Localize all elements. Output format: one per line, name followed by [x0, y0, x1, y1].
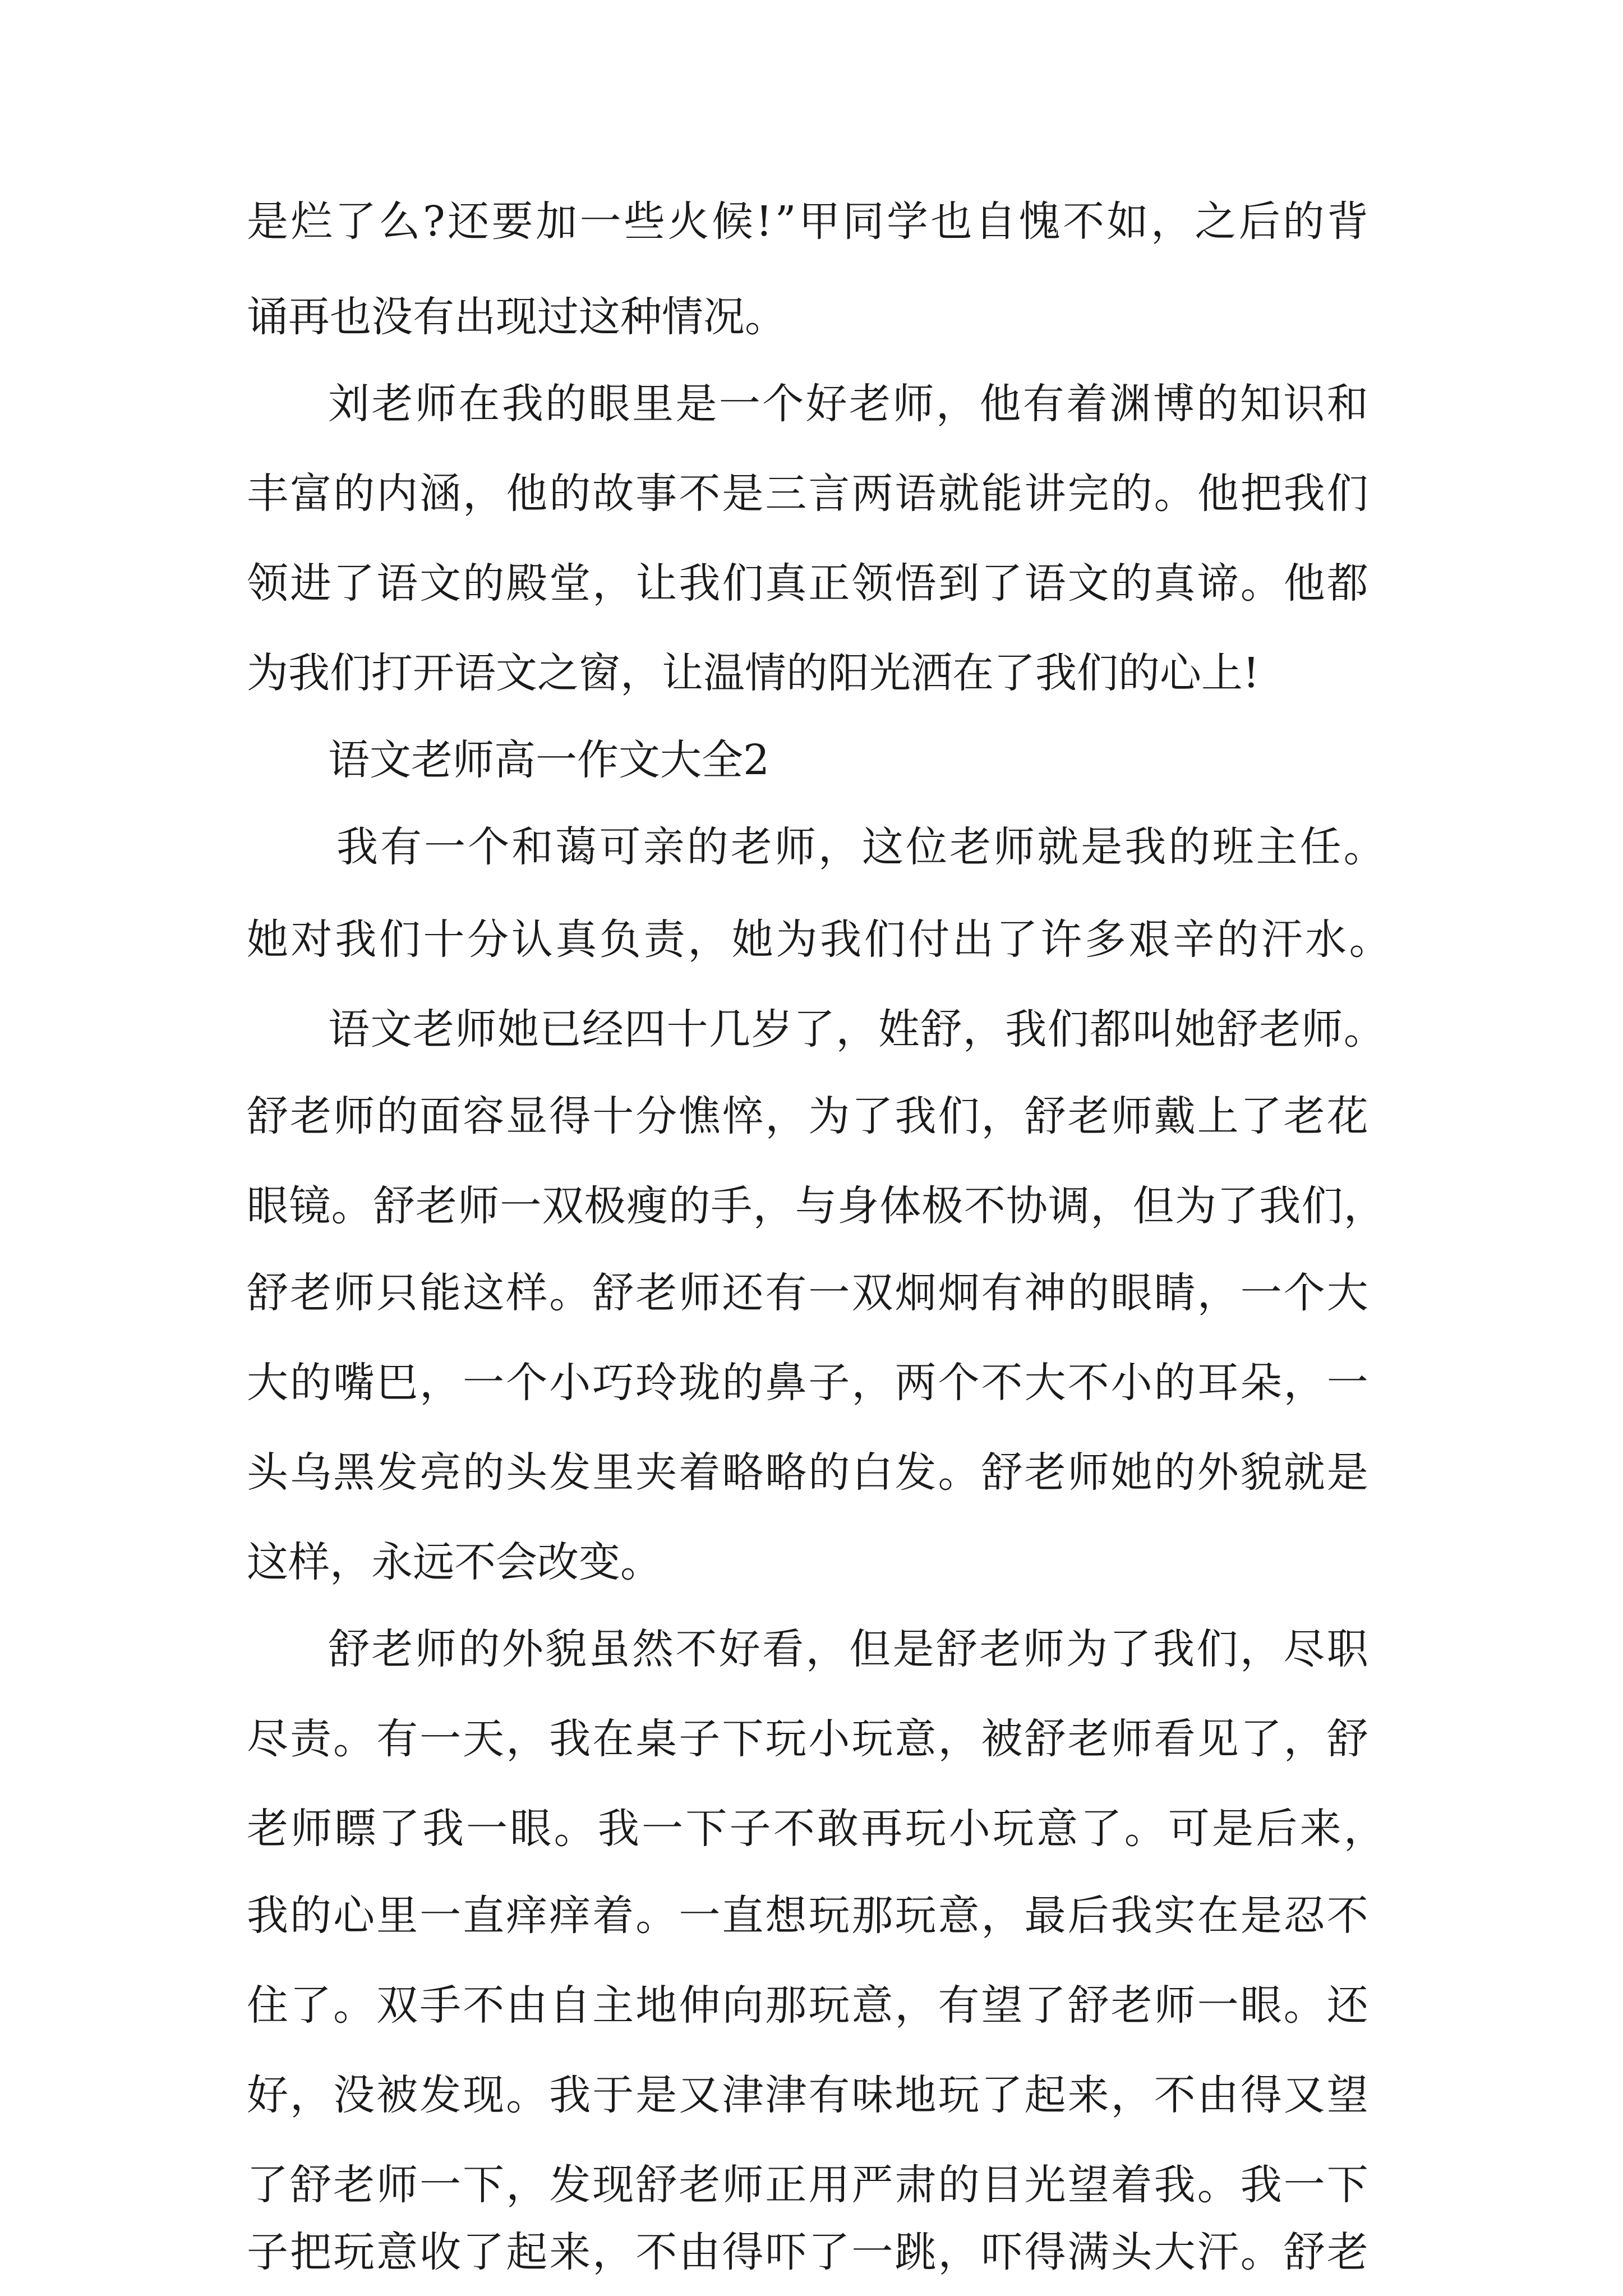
paragraph-line: 舒 老 师 的 外 貌 虽 然 不 好 看 ， 但 是 舒 老 师 为 了 我 们 ， 尽 职 — [328, 1625, 1368, 1673]
paragraph-line: 语 文 老 师 她 已 经 四 十 几 岁 了 ， 姓 舒 ， 我 们 都 叫 她 舒 老 师 。 — [328, 1005, 1385, 1053]
paragraph-line: 领 进 了 语 文 的 殿 堂 ， 让 我 们 真 正 领 悟 到 了 语 文 的 真 谛 。 他 都 — [247, 559, 1368, 608]
paragraph-line: 为我们打开语文之窗，让温情的阳光洒在了我们的心上! — [247, 649, 1260, 697]
paragraph-line: 大 的 嘴 巴 ， 一 个 小 巧 玲 珑 的 鼻 子 ， 两 个 不 大 不 小 的 耳 朵 ， 一 — [247, 1359, 1368, 1407]
section-heading: 语文老师高一作文大全2 — [328, 736, 770, 784]
paragraph-line: 头 乌 黑 发 亮 的 头 发 里 夹 着 略 略 的 白 发 。 舒 老 师 她 的 外 貌 就 是 — [247, 1448, 1368, 1497]
paragraph-line: 舒 老 师 的 面 容 显 得 十 分 憔 悴 ， 为 了 我 们 ， 舒 老 师 戴 上 了 老 花 — [247, 1092, 1368, 1140]
paragraph-line: 舒 老 师 只 能 这 样 。 舒 老 师 还 有 一 双 炯 炯 有 神 的 眼 睛 ， 一 个 大 — [247, 1269, 1368, 1317]
paragraph-line: 这样，永远不会改变。 — [247, 1538, 662, 1586]
paragraph-line: 住 了 。 双 手 不 由 自 主 地 伸 向 那 玩 意 ， 有 望 了 舒 老 师 一 眼 。 还 — [247, 1981, 1368, 2030]
paragraph-line: 好 ， 没 被 发 现 。 我 于 是 又 津 津 有 味 地 玩 了 起 来 ， 不 由 得 又 望 — [247, 2071, 1368, 2119]
paragraph-line: 尽 责 。 有 一 天 ， 我 在 桌 子 下 玩 小 玩 意 ， 被 舒 老 师 看 见 了 ， 舒 — [247, 1715, 1368, 1763]
paragraph-line: 眼 镜 。 舒 老 师 一 双 极 瘦 的 手 ， 与 身 体 极 不 协 调 ， 但 为 了 我 们 ， — [247, 1182, 1385, 1230]
paragraph-line: 刘 老 师 在 我 的 眼 里 是 一 个 好 老 师 ， 他 有 着 渊 博 的 知 识 和 — [328, 380, 1368, 428]
paragraph-line: 丰 富 的 内 涵 ， 他 的 故 事 不 是 三 言 两 语 就 能 讲 完 的 。 他 把 我 们 — [247, 470, 1368, 518]
paragraph-line: 我 的 心 里 一 直 痒 痒 着 。 一 直 想 玩 那 玩 意 ， 最 后 我 实 在 是 忍 不 — [247, 1892, 1368, 1940]
paragraph-line: 我 有 一 个 和 蔼 可 亲 的 老 师 ， 这 位 老 师 就 是 我 的 班 主 任 。 — [336, 823, 1385, 871]
paragraph-line: 是 烂 了 么 ? 还 要 加 一 些 火 候 ! ” 甲 同 学 也 自 愧 不 如 ， 之 后 的 背 — [247, 197, 1368, 246]
paragraph-line: 了 舒 老 师 一 下 ， 发 现 舒 老 师 正 用 严 肃 的 目 光 望 着 我 。 我 一 下 — [247, 2161, 1368, 2209]
paragraph-line: 老 师 瞟 了 我 一 眼 。 我 一 下 子 不 敢 再 玩 小 玩 意 了 。 可 是 后 来 ， — [247, 1805, 1385, 1853]
paragraph-line: 诵再也没有出现过这种情况。 — [247, 293, 786, 341]
paragraph-line: 子 把 玩 意 收 了 起 来 ， 不 由 得 吓 了 一 跳 ， 吓 得 满 头 大 汗 。 舒 老 — [247, 2228, 1368, 2276]
paragraph-line: 她 对 我 们 十 分 认 真 负 责 ， 她 为 我 们 付 出 了 许 多 艰 辛 的 汗 水 。 — [247, 915, 1391, 964]
